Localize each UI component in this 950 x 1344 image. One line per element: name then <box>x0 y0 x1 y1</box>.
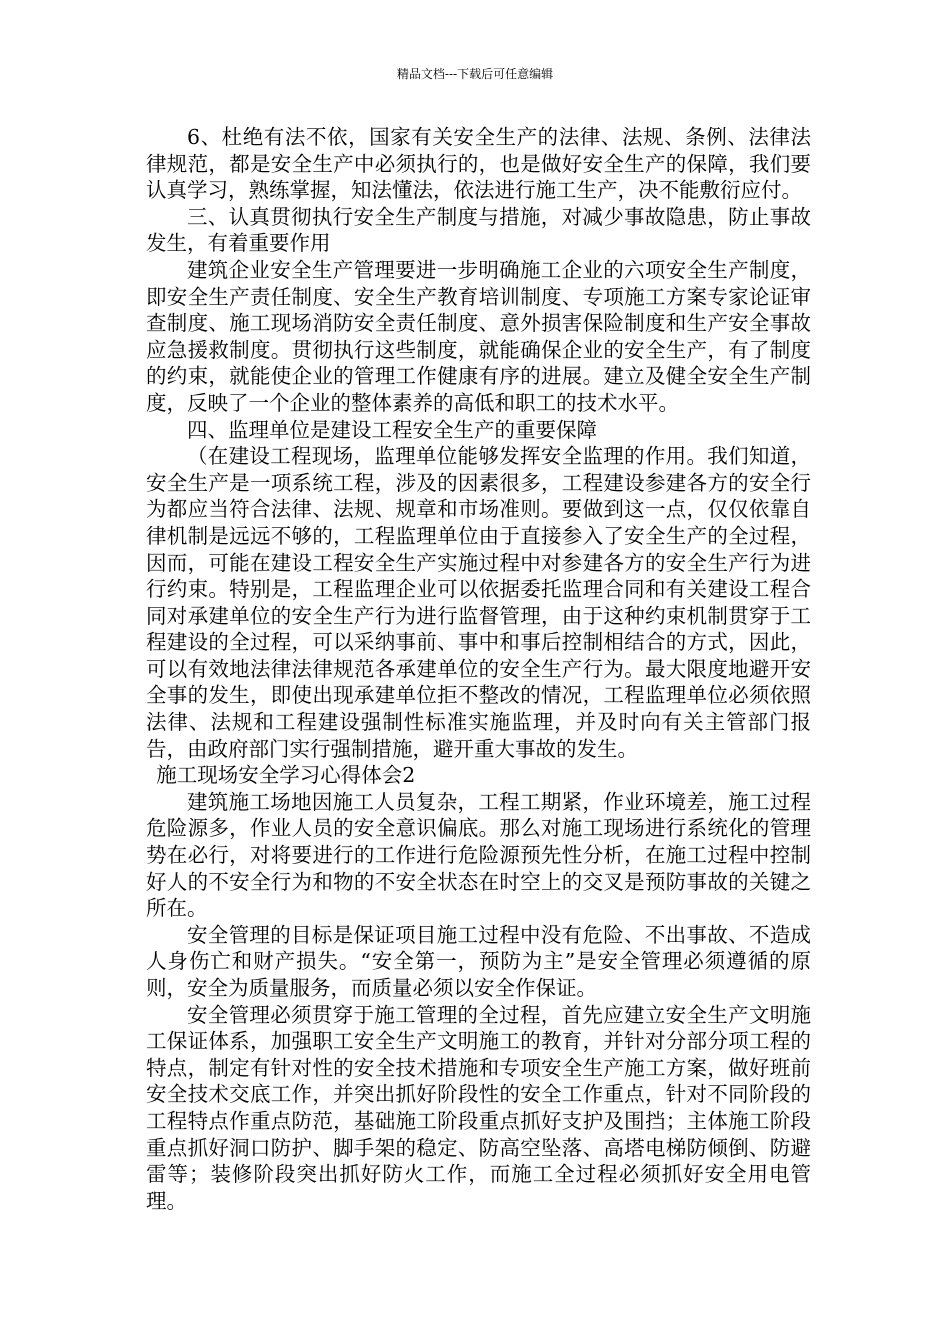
page-header: 精品文档---下载后可任意编辑 <box>396 67 554 81</box>
section-title: 施工现场安全学习心得体会2 <box>156 763 416 788</box>
heading-section-4: 四、监理单位是建设工程安全生产的重要保障 <box>187 417 597 442</box>
heading-section-3: 三、认真贯彻执行安全生产制度与措施，对减少事故隐患，防止事故发生，有着重要作用 <box>146 204 811 256</box>
paragraph-site-hazards: 建筑施工场地因施工人员复杂，工程工期紧，作业环境差，施工过程危险源多，作业人员的安全意识偏底。那么对施工现场进行系统化的管理势在必行，对将要进行的工作进行危险源预先性分析，在施工过程中控制好人的不安全行为和物的不安全状态在时空上的交叉是预防事故的关键之所在。 <box>146 789 811 921</box>
paragraph-safety-goals: 安全管理的目标是保证项目施工过程中没有危险、不出事故、不造成人身伤亡和财产损失。“安全第一，预防为主”是安全管理必须遵循的原则，安全为质量服务，而质量必须以安全作保证。 <box>146 922 811 1000</box>
paragraph-safety-systems: 建筑企业安全生产管理要进一步明确施工企业的六项安全生产制度，即安全生产责任制度、安全生产教育培训制度、专项施工方案专家论证审查制度、施工现场消防安全责任制度、意外损害保险制度和生产安全事故应急援救制度。贯彻执行这些制度，就能确保企业的安全生产，有了制度的约束，就能使企业的管理工作健康有序的进展。建立及健全安全生产制度，反映了一个企业的整体素养的高低和职工的技术水平。 <box>146 257 811 415</box>
paragraph-item-6: 6、杜绝有法不依，国家有关安全生产的法律、法规、条例、法律法律规范，都是安全生产中必须执行的，也是做好安全生产的保障，我们要认真学习，熟练掌握，知法懂法，依法进行施工生产，决不能敷衍应付。 <box>146 125 811 203</box>
paragraph-safety-process: 安全管理必须贯穿于施工管理的全过程，首先应建立安全生产文明施工保证体系，加强职工安全生产文明施工的教育，并针对分部分项工程的特点，制定有针对性的安全技术措施和专项安全生产施工方案，做好班前安全技术交底工作，并突出抓好阶段性的安全工作重点，针对不同阶段的工程特点作重点防范，基础施工阶段重点抓好支护及围挡；主体施工阶段重点抓好洞口防护、脚手架的稳定、防高空坠落、高塔电梯防倾倒、防避雷等；装修阶段突出抓好防火工作，而施工全过程必须抓好安全用电管理。 <box>146 1002 811 1213</box>
paragraph-supervision: （在建设工程现场，监理单位能够发挥安全监理的作用。我们知道，安全生产是一项系统工程，涉及的因素很多，工程建设参建各方的安全行为都应当符合法律、法规、规章和市场准则。要做到这一点，仅仅依靠自律机制是远远不够的，工程监理单位由于直接参入了安全生产的全过程，因而，可能在建设工程安全生产实施过程中对参建各方的安全生产行为进行约束。特别是，工程监理企业可以依据委托监理合同和有关建设工程合同对承建单位的安全生产行为进行监督管理，由于这种约束机制贯穿于工程建设的全过程，可以采纳事前、事中和事后控制相结合的方式，因此，可以有效地法律法律规范各承建单位的安全生产行为。最大限度地避开安全事的发生，即使出现承建单位拒不整改的情况，工程监理单位必须依照法律、法规和工程建设强制性标准实施监理，并及时向有关主管部门报告，由政府部门实行强制措施，避开重大事故的发生。 <box>146 444 811 761</box>
document-body <box>146 124 811 1214</box>
